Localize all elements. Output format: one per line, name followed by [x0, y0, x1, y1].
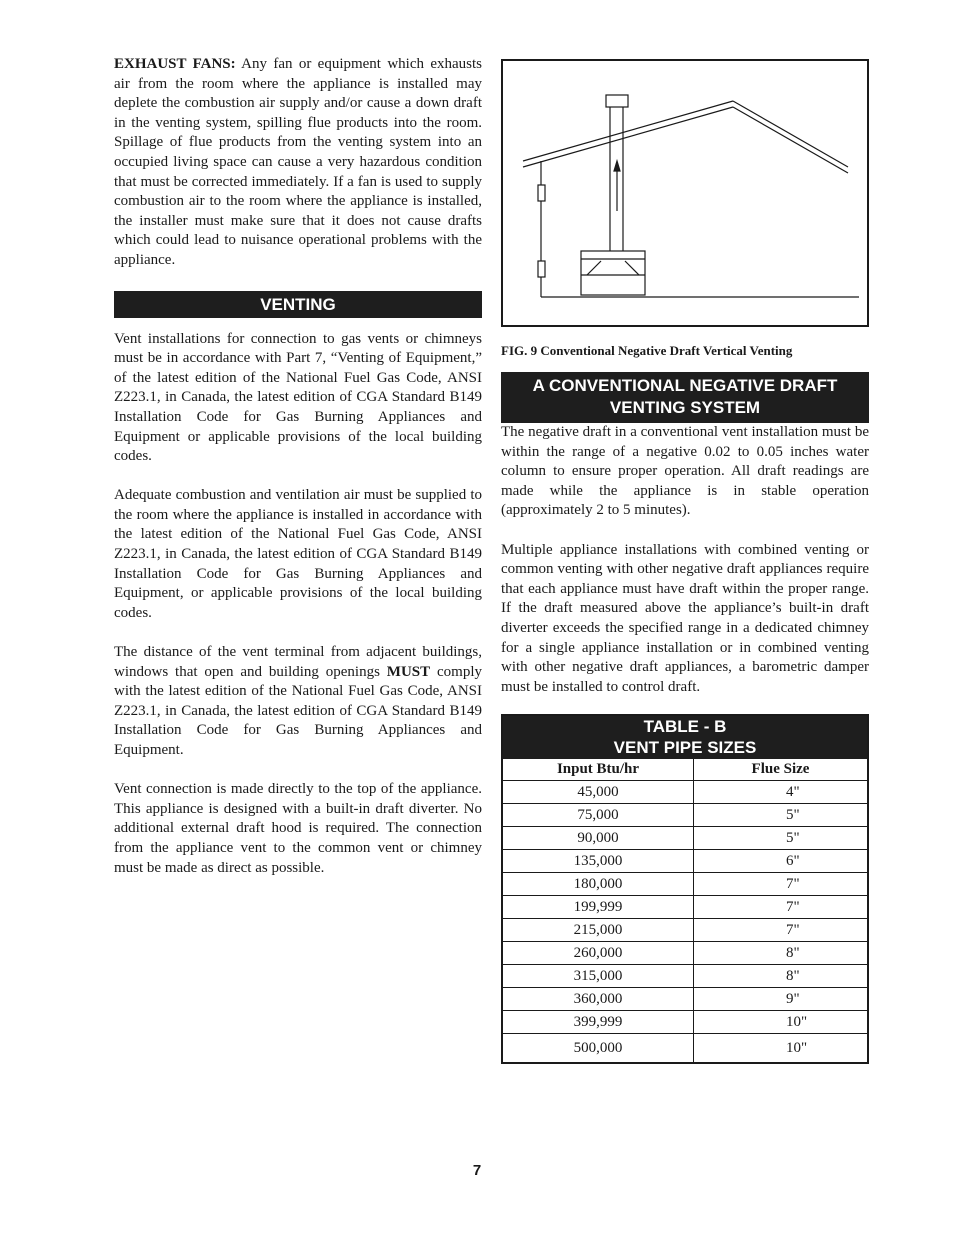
table-row: [503, 781, 867, 804]
cell-flue-size: 8": [694, 965, 868, 988]
table-title-line1: TABLE - B: [643, 717, 727, 737]
figure-caption: FIG. 9 Conventional Negative Draft Vertical Venting: [501, 343, 793, 358]
venting-heading: VENTING: [114, 291, 482, 318]
venting-paragraph-4: Vent connection is made directly to the top of the appliance. This appliance is designed with a built-in draft diverter. No additional external draft hood is required. The connection from the appliance vent to the common vent or chimney must be made as direct as possible.: [114, 781, 482, 876]
venting-p3-must: MUST: [386, 663, 431, 680]
cell-flue-size: 7": [694, 873, 868, 896]
diverter-line-left: [587, 261, 601, 275]
roof-line-right-lower: [733, 107, 848, 173]
cell-flue-size: 10": [786, 1039, 808, 1056]
table-row: [503, 1011, 867, 1034]
appliance-body: [581, 251, 645, 295]
venting-paragraph-2: Adequate combustion and ventilation air must be supplied to the room where the appliance is installed in accordance with the latest edition of the National Fuel Gas Code, ANSI Z223.1, in Canada, the latest edition of CGA Standard B149 Installation Code for Gas Burning Appliances and Equipment, or applicable provisions of the local building codes.: [114, 487, 482, 621]
cell-input-btu: 180,000: [503, 873, 694, 896]
exhaust-fans-paragraph: [114, 55, 482, 271]
cell-input-btu: 315,000: [503, 965, 694, 988]
table-row: [503, 804, 867, 827]
cell-flue-size: 7": [694, 919, 868, 942]
venting-paragraph-1: Vent installations for connection to gas vents or chimneys must be in accordance with Part 7, “Venting of Equipment,” of the latest edition of the National Fuel Gas Code, ANSI Z223.1, in Canada, the latest edition of CGA Standard B149 Installation Code for Gas Burning Appliances and Equipment or applicable provisions of the local building codes.: [114, 330, 482, 465]
cell-flue-size: 6": [694, 850, 868, 873]
cell-flue-size: 4": [694, 781, 868, 804]
table-title-line2: VENT PIPE SIZES: [613, 738, 757, 758]
cell-input-btu: 90,000: [503, 827, 694, 850]
cell-input-btu: 199,999: [503, 896, 694, 919]
figure-frame: [501, 59, 869, 327]
conventional-heading-line1: A CONVENTIONAL NEGATIVE DRAFT: [532, 376, 838, 395]
roof-line-upper: [523, 101, 733, 161]
table-row: [503, 827, 867, 850]
cell-input-btu: 360,000: [503, 988, 694, 1011]
cell-input-btu: 260,000: [503, 942, 694, 965]
left-column: [114, 55, 482, 878]
cell-input-btu: 399,999: [503, 1011, 694, 1034]
vent-cap: [606, 95, 628, 107]
table-row: [503, 850, 867, 873]
exhaust-fans-label: EXHAUST FANS:: [114, 56, 236, 72]
table-row: [503, 873, 867, 896]
cell-input-btu: 135,000: [503, 850, 694, 873]
table-header-row: [503, 759, 867, 781]
pipe-fitting-lower: [538, 261, 545, 277]
cell-input-btu: 215,000: [503, 919, 694, 942]
table-grid: [503, 759, 867, 1062]
conventional-heading: [501, 372, 869, 423]
right-column: [501, 59, 869, 1064]
cell-flue-size: 8": [694, 942, 868, 965]
cell-input-btu: 500,000: [503, 1034, 694, 1063]
table-row: [503, 896, 867, 919]
venting-p3-before: The distance of the vent terminal from adjacent buildings, windows that open and building openings: [114, 644, 482, 680]
venting-p3-after: comply with the latest edition of the National Fuel Gas Code, ANSI Z223.1, in Canada, the latest edition of CGA Standard B149 Installation Code for Gas Burning Appliances and Equipment.: [114, 663, 482, 758]
venting-paragraph-3: [114, 643, 482, 761]
table-row: [503, 942, 867, 965]
col-header-input: Input Btu/hr: [503, 759, 694, 781]
conventional-paragraph-1: The negative draft in a conventional vent installation must be within the range of a negative 0.02 to 0.05 inches water column to ensure proper operation. All draft readings are made while the appliance is in stable operation (approximately 2 to 5 minutes).: [501, 424, 869, 519]
vent-pipe-table: [501, 714, 869, 1064]
conventional-paragraph-2: Multiple appliance installations with combined venting or common venting with other negative draft appliances require that each appliance must have draft within the proper range. If the draft measured above the appliance’s built-in draft diverter exceeds the specified range in a dedicated chimney for a single appliance installation or in combined venting with other negative draft appliances, a barometric damper must be installed to control draft.: [501, 541, 869, 695]
col-header-flue: Flue Size: [694, 759, 868, 781]
table-row: [503, 919, 867, 942]
diverter-line-right: [625, 261, 639, 275]
flow-arrow-head: [614, 161, 620, 171]
roof-line-right-upper: [733, 101, 848, 167]
exhaust-fans-text: Any fan or equipment which exhausts air from the room where the appliance is installed may deplete the combustion air supply and/or cause a down draft in the venting system, spilling flue products into the room. Spillage of flue products from the venting system into an occupied living space can cause a very hazardous condition that must be corrected immediately. If a fan is used to supply combustion air to the room where the appliance is installed, the installer must make sure that it does not cause drafts which could lead to nuisance operational problems with the appliance.: [114, 56, 482, 268]
conventional-heading-line2: VENTING SYSTEM: [609, 398, 761, 417]
table-row: [503, 965, 867, 988]
roof-line-lower: [523, 107, 733, 167]
table-body: [503, 781, 867, 1063]
page-number: 7: [472, 1162, 482, 1179]
cell-flue-size: 5": [694, 827, 868, 850]
venting-diagram: [503, 61, 867, 325]
table-title: [503, 716, 867, 759]
cell-flue-size: 7": [694, 896, 868, 919]
cell-input-btu: 45,000: [503, 781, 694, 804]
cell-input-btu: 75,000: [503, 804, 694, 827]
table-row: [503, 988, 867, 1011]
table-row: [503, 1034, 867, 1063]
pipe-fitting-upper: [538, 185, 545, 201]
cell-flue-size: 9": [694, 988, 868, 1011]
cell-flue-size: 5": [694, 804, 868, 827]
cell-flue-size: 10": [694, 1011, 868, 1034]
